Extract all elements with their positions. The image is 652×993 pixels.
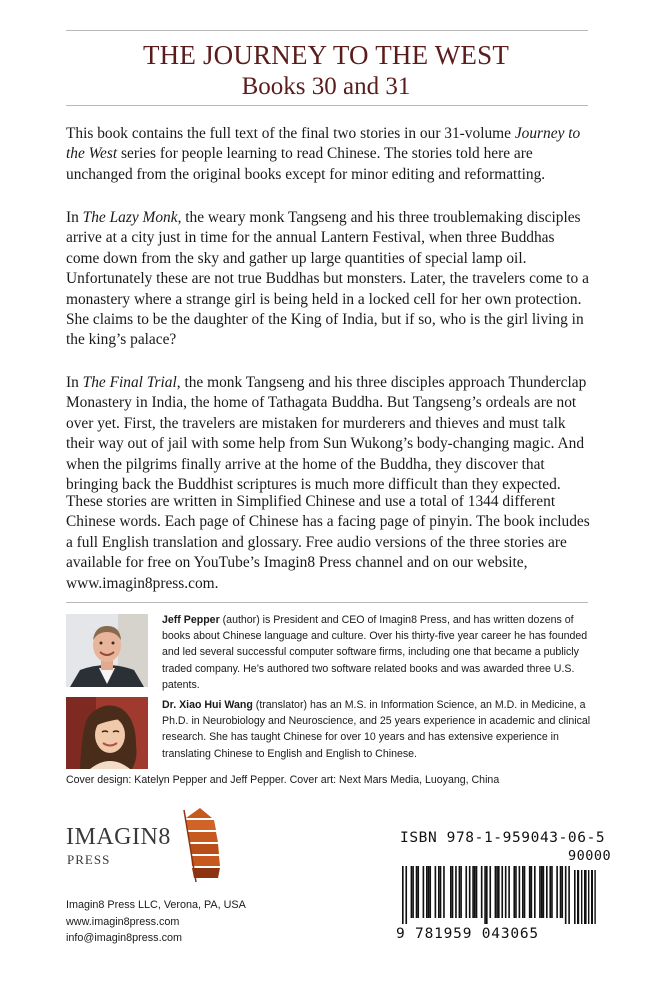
barcode-bar [546,866,548,918]
barcode-bar [495,866,497,918]
barcode-bar [568,866,570,924]
author-bio: Jeff Pepper (author) is President and CEO of Imagin8 Press, and has written dozens of books about Chinese language and culture. Over his thirty-five year career he has founded and led several successful computer software firms, including one that became a publicly traded company. He’s authored two software related books and was awarded three U.S. patents. [162,614,588,691]
bio-rule [66,602,588,603]
email-line: info@imagin8press.com [66,932,182,945]
paragraph-languages: These stories are written in Simplified Chinese and use a total of 1344 different Chinese words. Each page of Chinese has a facing page of pinyin. The book includes a full English translation and glossary. Free audio versions of the three stories are available for free on YouTube’s Imagin8 Press channel and on our website, www.imagin8press.com. [66,493,590,592]
translator-bio: Dr. Xiao Hui Wang (translator) has an M.S. in Information Science, an M.D. in Medicine, a Ph.D. in Neurobiology and Neuroscience, and 25 years experience in academic and clinical research. She has taught Chinese for over 10 years and has extensive experience in translating Chinese to English and English to Chinese. [162,699,591,760]
barcode-bar [465,866,467,918]
barcode-bar [524,866,526,918]
barcode-icon [402,866,570,924]
barcode-bar [423,866,425,918]
barcode-bar [508,866,510,918]
barcode-bar [549,866,551,918]
title-rule [66,105,588,106]
translator-photo [66,697,148,769]
address-line: Imagin8 Press LLC, Verona, PA, USA [66,899,246,911]
barcode-bar [481,866,483,918]
barcode-bar [435,866,437,918]
barcode-bar [443,866,445,918]
barcode-bar [469,866,471,918]
publisher-logo [66,812,226,892]
barcode-bar [565,866,567,924]
barcode-bar [460,866,462,918]
barcode-bar [489,866,491,918]
book-subtitle: Books 30 and 31 [241,73,411,100]
barcode-bar [515,866,517,918]
barcode-bar [551,866,553,918]
paragraph-lazy-monk: In The Lazy Monk, the weary monk Tangseng and his three troublemaking disciples arrive at a city just in time for the annual Lantern Festival, when three Buddhas come down from the sky and gather up large quantities of special lamp oil. Unfortunately these are not true Buddhas but monsters. Later, the travelers come to a monastery where a strange girl is being held in a locked cell for her own protection. She claims to be the daughter of the King of India, but if so, who is the girl living in the king’s palace? [66,209,589,349]
barcode-bar [501,866,503,918]
barcode-bar [428,866,430,918]
barcode-bar [513,866,515,918]
barcode-bar [560,866,562,918]
barcode-bar [438,866,440,918]
barcode-bar [440,866,442,918]
barcode-bar [452,866,454,918]
barcode-bar [484,866,486,924]
barcode-bar [505,866,507,918]
barcode-bar [455,866,457,918]
barcode-bar [474,866,476,918]
barcode-bar [496,866,498,918]
barcode-bar [416,866,418,918]
cover-credit: Cover design: Katelyn Pepper and Jeff Pepper. Cover art: Next Mars Media, Luoyang, China [66,774,500,786]
barcode-bar [429,866,431,918]
barcode-bar [450,866,452,918]
barcode-bar [534,866,536,918]
barcode-bar [402,866,404,924]
publisher-address [66,897,246,947]
barcode-bar [543,866,545,918]
website-line: www.imagin8press.com [66,915,180,928]
logo-press: PRESS [67,852,111,867]
barcode-bar [459,866,461,918]
junk-sail-icon [178,806,222,884]
barcode-bar [405,866,407,924]
barcode-bar [519,866,521,918]
paragraph-final-trial: In The Final Trial, the monk Tangseng and his three disciples approach Thunderclap Monastery in India, the home of Tathagata Buddha. But Tangseng’s ordeals are not over yet. First, the travelers are mistaken for murderers and thieves and must talk their way out of jail with some help from Sun Wukong’s body-changing magic. And when the pilgrims finally arrive at the home of the Buddha, they discover that bringing back the Buddhist scriptures is much more difficult than they expected. [66,374,587,494]
price-code: 90000 [568,848,612,864]
barcode-bar [426,866,428,918]
isbn-label: ISBN 978-1-959043-06-5 [400,830,606,846]
barcode-bar [498,866,500,918]
barcode-bar [529,866,531,918]
barcode-bar [531,866,533,918]
barcode-bar [472,866,474,918]
logo-wordmark: IMAGIN8 [66,824,171,850]
barcode-bar [522,866,524,918]
barcode-bar [412,866,414,918]
paragraph-intro: This book contains the full text of the final two stories in our 31-volume Journey to the West series for people learning to read Chinese. The stories told here are unchanged from the original books except for minor editing and reformatting. [66,125,581,183]
barcode-bar [411,866,413,918]
barcode-bar [486,866,488,924]
isbn-barcode-panel [388,822,612,956]
barcode-bar [476,866,478,918]
barcode-bar [417,866,419,918]
book-title: THE JOURNEY TO THE WEST [142,40,510,70]
author-photo [66,614,148,687]
barcode-bar [561,866,563,918]
isbn-digits: 9 781959 043065 [396,926,539,942]
barcode-bar [541,866,543,918]
top-rule [66,30,588,31]
barcode-bar [539,866,541,918]
barcode-bar [556,866,558,918]
price-barcode-icon [574,866,596,924]
